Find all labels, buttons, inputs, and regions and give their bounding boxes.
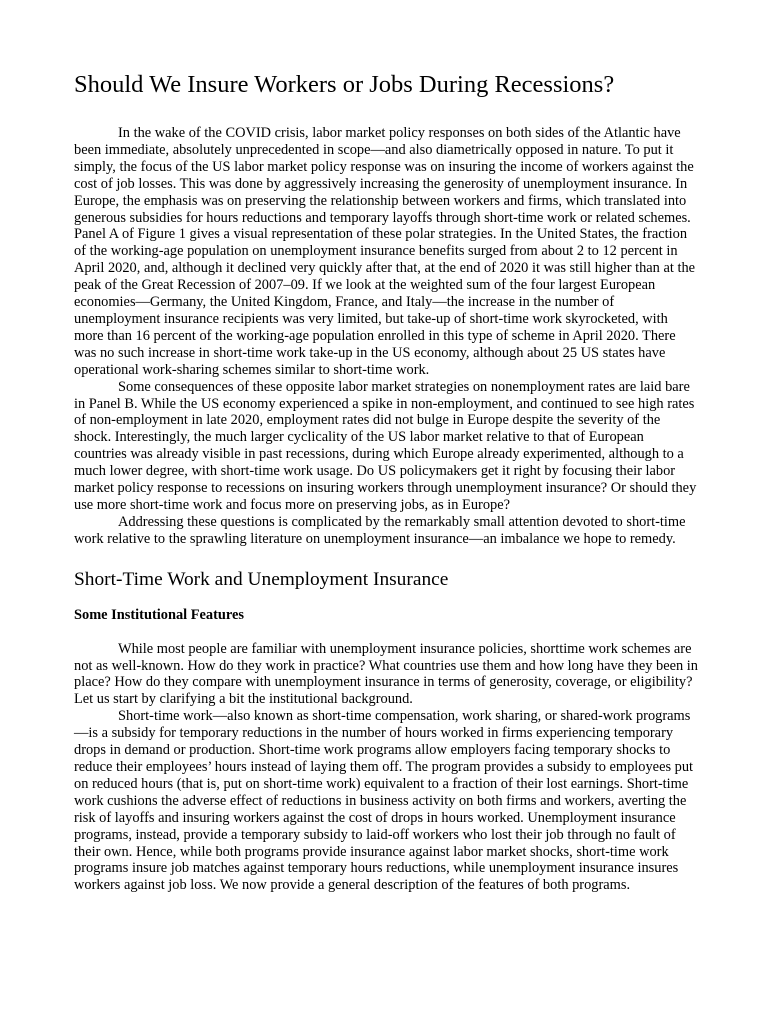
section-heading: Short-Time Work and Unemployment Insurance [74, 568, 449, 590]
intro-paragraph-2: Some consequences of these opposite labor market strategies on nonemployment rates are laid bare in Panel B. While the US economy experienced a spike in non-employment, and continued to see high rates of non-employment in late 2020, employment rates did not bulge in Europe despite the severity of the shock. Interestingly, the much larger cyclicality of the US labor market relative to that of European countries was already visible in past recessions, during which Europe already experimented, although to a much lower degree, with short-time work usage. Do US policymakers get it right by focusing their labor market policy response to recessions on insuring workers through unemployment insurance? Or should they use more short-time work and focus more on preserving jobs, as in Europe? [74, 378, 697, 513]
section-paragraph-1: While most people are familiar with unemployment insurance policies, shorttime work schemes are not as well-known. How do they work in practice? What countries use them and how long have they been in place? How do they compare with unemployment insurance in terms of generosity, coverage, or eligibility? Let us start by clarifying a bit the institutional background. [74, 640, 698, 708]
section-paragraph-2: Short-time work—also known as short-time compensation, work sharing, or shared-work programs—is a subsidy for temporary reductions in the number of hours worked in firms experiencing temporary drops in demand or production. Short-time work programs allow employers facing temporary shocks to reduce their employees’ hours instead of laying them off. The program provides a subsidy to employees put on reduced hours (that is, put on short-time work) equivalent to a fraction of their lost earnings. Short-time work cushions the adverse effect of reductions in business activity on both firms and workers, averting the risk of layoffs and insuring workers against the cost of drops in hours worked. Unemployment insurance programs, instead, provide a temporary subsidy to laid-off workers who lost their job through no fault of their own. Hence, while both programs provide insurance against labor market shocks, short-time work programs insure job matches against temporary hours reductions, while unemployment insurance insures workers against job loss. We now provide a general description of the features of both programs. [74, 708, 694, 894]
intro-paragraph-3: Addressing these questions is complicated by the remarkably small attention devoted to short-time work relative to the sprawling literature on unemployment insurance—an imbalance we hope to remedy. [74, 513, 686, 547]
article-title: Should We Insure Workers or Jobs During Recessions? [74, 71, 615, 98]
intro-paragraph-1: In the wake of the COVID crisis, labor market policy responses on both sides of the Atlantic have been immediate, absolutely unprecedented in scope—and also diametrically opposed in nature. To put it simply, the focus of the US labor market policy response was on insuring the income of workers against the cost of job losses. This was done by aggressively increasing the generosity of unemployment insurance. In Europe, the emphasis was on preserving the relationship between workers and firms, which translated into generous subsidies for hours reductions and temporary layoffs through short-time work or related schemes. Panel A of Figure 1 gives a visual representation of these polar strategies. In the United States, the fraction of the working-age population on unemployment insurance benefits surged from about 2 to 12 percent in April 2020, and, although it declined very quickly after that, at the end of 2020 it was still higher than at the peak of the Great Recession of 2007–09. If we look at the weighted sum of the four largest European economies—Germany, the United Kingdom, France, and Italy—the increase in the number of unemployment insurance recipients was very limited, but take-up of short-time work skyrocketed, with more than 16 percent of the working-age population enrolled in this type of scheme in April 2020. There was no such increase in short-time work take-up in the US economy, although about 25 US states have operational work-sharing schemes similar to short-time work. [74, 125, 696, 378]
subsection-heading: Some Institutional Features [74, 606, 245, 623]
document-page [74, 70, 698, 894]
